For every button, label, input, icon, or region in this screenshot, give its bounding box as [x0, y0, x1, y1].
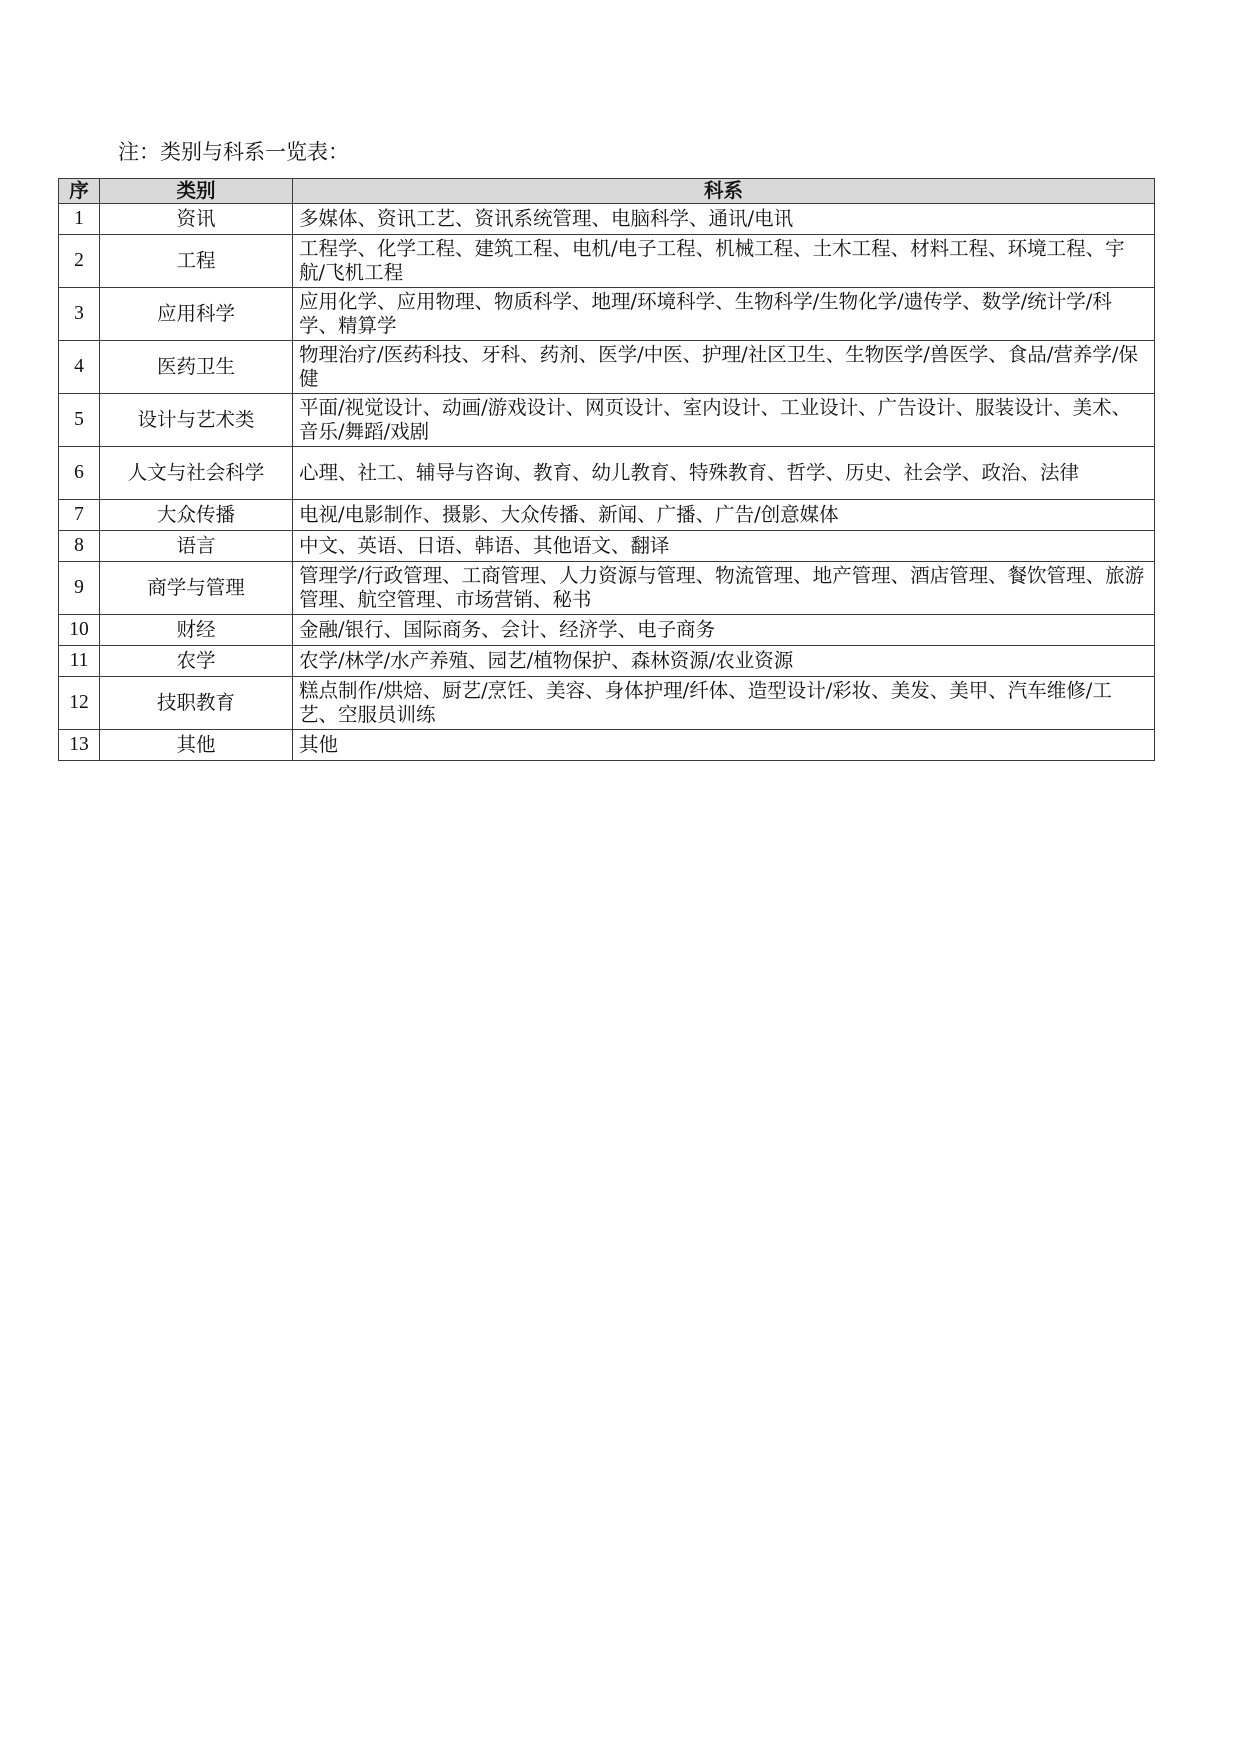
table-row [59, 646, 1155, 677]
row-departments: 金融/银行、国际商务、会计、经济学、电子商务 [293, 615, 1155, 646]
row-departments: 管理学/行政管理、工商管理、人力资源与管理、物流管理、地产管理、酒店管理、餐饮管理、旅游管理、航空管理、市场营销、秘书 [293, 562, 1155, 615]
row-index: 5 [59, 394, 100, 447]
row-index: 13 [59, 730, 100, 761]
row-departments: 电视/电影制作、摄影、大众传播、新闻、广播、广告/创意媒体 [293, 500, 1155, 531]
row-category: 财经 [100, 615, 293, 646]
header-departments: 科系 [293, 179, 1155, 204]
table-row [59, 394, 1155, 447]
table-row [59, 531, 1155, 562]
table-caption: 注：类别与科系一览表： [118, 140, 349, 164]
row-departments: 多媒体、资讯工艺、资讯系统管理、电脑科学、通讯/电讯 [293, 204, 1155, 235]
table-body [59, 204, 1155, 761]
row-index: 6 [59, 447, 100, 500]
row-index: 3 [59, 288, 100, 341]
row-index: 12 [59, 677, 100, 730]
table-row [59, 500, 1155, 531]
table-row [59, 288, 1155, 341]
row-index: 4 [59, 341, 100, 394]
row-category: 语言 [100, 531, 293, 562]
row-category: 资讯 [100, 204, 293, 235]
row-index: 9 [59, 562, 100, 615]
row-category: 工程 [100, 235, 293, 288]
header-category: 类别 [100, 179, 293, 204]
row-departments: 糕点制作/烘焙、厨艺/烹饪、美容、身体护理/纤体、造型设计/彩妆、美发、美甲、汽车维修/工艺、空服员训练 [293, 677, 1155, 730]
row-departments: 农学/林学/水产养殖、园艺/植物保护、森林资源/农业资源 [293, 646, 1155, 677]
table-row [59, 562, 1155, 615]
table-header-row [59, 179, 1155, 204]
header-index: 序 [59, 179, 100, 204]
row-index: 10 [59, 615, 100, 646]
row-departments: 应用化学、应用物理、物质科学、地理/环境科学、生物科学/生物化学/遗传学、数学/统计学/科学、精算学 [293, 288, 1155, 341]
row-index: 7 [59, 500, 100, 531]
row-departments: 其他 [293, 730, 1155, 761]
table-row [59, 677, 1155, 730]
row-departments: 平面/视觉设计、动画/游戏设计、网页设计、室内设计、工业设计、广告设计、服装设计、美术、音乐/舞蹈/戏剧 [293, 394, 1155, 447]
row-category: 大众传播 [100, 500, 293, 531]
row-category: 商学与管理 [100, 562, 293, 615]
table-row [59, 204, 1155, 235]
table-row [59, 730, 1155, 761]
table-row [59, 615, 1155, 646]
row-index: 11 [59, 646, 100, 677]
row-category: 应用科学 [100, 288, 293, 341]
row-category: 其他 [100, 730, 293, 761]
row-category: 医药卫生 [100, 341, 293, 394]
row-category: 农学 [100, 646, 293, 677]
row-index: 8 [59, 531, 100, 562]
row-departments: 心理、社工、辅导与咨询、教育、幼儿教育、特殊教育、哲学、历史、社会学、政治、法律 [293, 447, 1155, 500]
row-index: 2 [59, 235, 100, 288]
category-department-table [58, 178, 1155, 761]
row-category: 技职教育 [100, 677, 293, 730]
table-row [59, 341, 1155, 394]
row-index: 1 [59, 204, 100, 235]
row-category: 人文与社会科学 [100, 447, 293, 500]
row-departments: 物理治疗/医药科技、牙科、药剂、医学/中医、护理/社区卫生、生物医学/兽医学、食品/营养学/保健 [293, 341, 1155, 394]
table-row [59, 235, 1155, 288]
table-row [59, 447, 1155, 500]
row-departments: 中文、英语、日语、韩语、其他语文、翻译 [293, 531, 1155, 562]
row-departments: 工程学、化学工程、建筑工程、电机/电子工程、机械工程、土木工程、材料工程、环境工程、宇航/飞机工程 [293, 235, 1155, 288]
row-category: 设计与艺术类 [100, 394, 293, 447]
